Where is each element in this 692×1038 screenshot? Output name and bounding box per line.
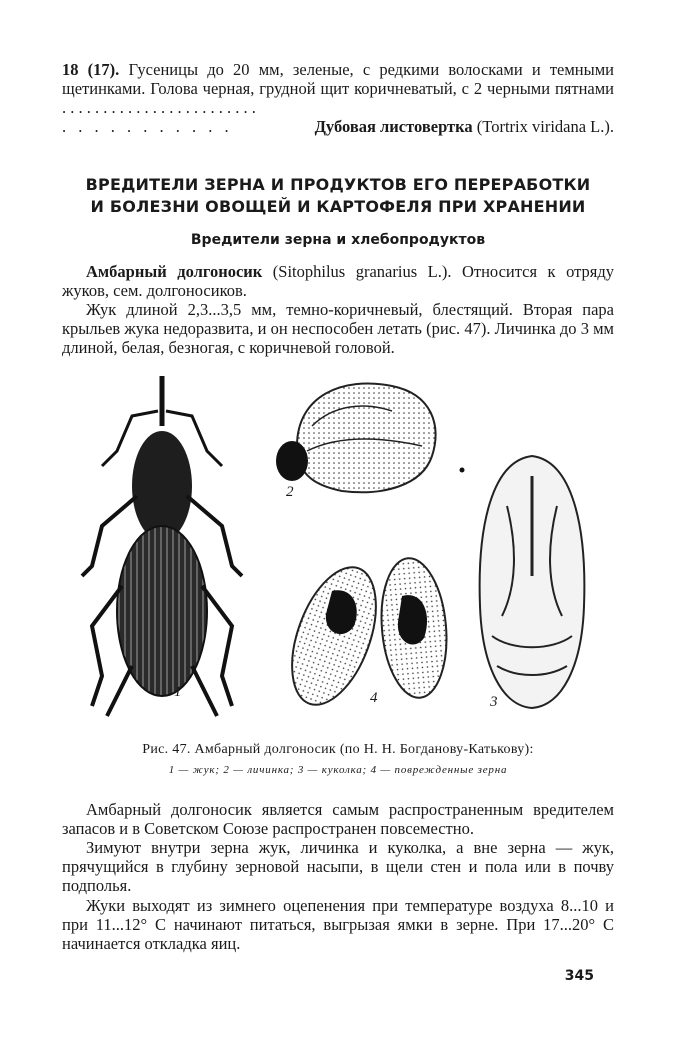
sub-title: Вредители зерна и хлебопродуктов [190, 232, 486, 248]
figure-caption: Рис. 47. Амбарный долгоносик (по Н. Н. Богданову-Катькову): [142, 742, 534, 757]
figure-label-1: 1 [174, 684, 182, 700]
figure-label-2: 2 [286, 484, 294, 500]
section-title [62, 174, 614, 218]
leader-dots-1: . . . . . . . . . . . . . . . . . . . . . . . . [62, 98, 256, 117]
key-entry-number: 18 (17). [62, 60, 120, 79]
key-entry-text: Гусеницы до 20 мм, зеленые, с редкими волосками и темными щетинками. Голова черная, грудной щит коричневатый, с 2 черными пятнами [62, 60, 614, 98]
key-entry [62, 60, 614, 117]
figure-label-3: 3 [490, 694, 498, 710]
section-title-line-2: И БОЛЕЗНИ ОВОЩЕЙ И КАРТОФЕЛЯ ПРИ ХРАНЕНИИ [90, 197, 586, 216]
leader-dots-2: . . . . . . . . . . . [62, 117, 233, 136]
figure-label-4: 4 [370, 690, 378, 706]
section-title-line-1: ВРЕДИТЕЛИ ЗЕРНА И ПРОДУКТОВ ЕГО ПЕРЕРАБОТКИ [85, 175, 591, 194]
pupa-drawing [480, 456, 585, 708]
key-answer-line [62, 117, 614, 136]
answer-latin: (Tortrix viridana L.). [476, 117, 614, 136]
paragraph-2: Жук длиной 2,3...3,5 мм, темно-коричневый, блестящий. Вторая пара крыльев жука недоразвита, и он неспособен летать (рис. 47). Личинка до 3 мм длиной, белая, безногая, с коричневой головой. [62, 300, 614, 357]
paragraph-1 [62, 262, 614, 300]
damaged-grains-drawing [276, 555, 452, 715]
figure-47 [62, 366, 622, 736]
weevil-illustration [62, 366, 622, 736]
pest-name: Амбарный долгоносик [86, 262, 263, 281]
larva-drawing [276, 384, 436, 493]
paragraph-3: Амбарный долгоносик является самым распространенным вредителем запасов и в Советском Союзе распространен повсеместно. [62, 800, 614, 838]
paragraph-4: Зимуют внутри зерна жук, личинка и куколка, а вне зерна — жук, прячущийся в глубину зерновой насыпи, в щели стен и пола или в почву подполья. [62, 838, 614, 895]
paragraph-5: Жуки выходят из зимнего оцепенения при температуре воздуха 8...10 и при 11...12° С начинают питаться, выгрызая ямки в зерне. При 17...20° С начинается откладка яиц. [62, 896, 614, 953]
page-number: 345 [564, 968, 594, 984]
figure-legend: 1 — жук; 2 — личинка; 3 — куколка; 4 — поврежденные зерна [168, 764, 508, 776]
beetle-drawing [82, 376, 242, 716]
answer-name: Дубовая листовертка [314, 117, 473, 136]
paragraph-1-text: (Sitophilus granarius L.). Относится к отряду жуков, сем. долгоносиков. [62, 262, 614, 300]
